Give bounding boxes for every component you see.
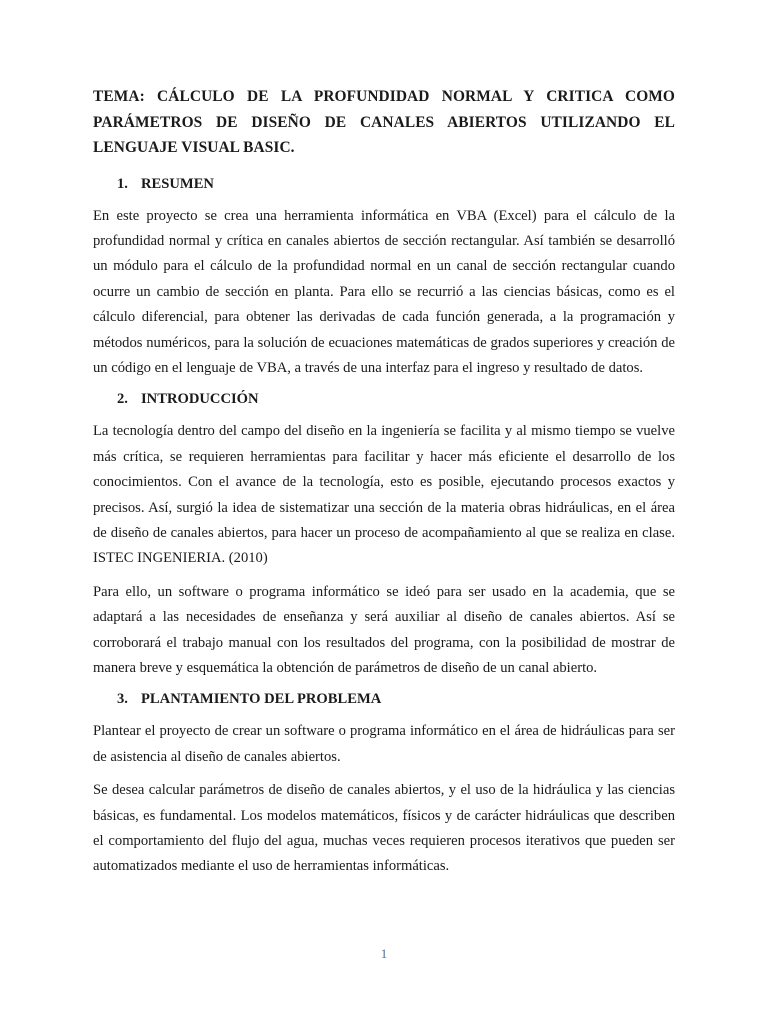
section-title: PLANTAMIENTO DEL PROBLEMA: [141, 691, 382, 708]
document-page: [93, 84, 675, 888]
paragraph: La tecnología dentro del campo del diseño en la ingeniería se facilita y al mismo tiempo se vuelve más crítica, se requieren herramientas para facilitar y hacer más eficiente el desarrollo de los conocimientos. Con el avance de la tecnología, esto es posible, ejecutando procesos exactos y precisos. Así, surgió la idea de sistematizar una sección de la materia obras hidráulicas, en el área de diseño de canales abiertos, para hacer un proceso de acompañamiento al que se realiza en clase. ISTEC INGENIERIA. (2010): [93, 423, 675, 567]
section-heading: [117, 389, 675, 409]
paragraph: Plantear el proyecto de crear un software o programa informático en el área de hidráulicas para ser de asistencia al diseño de canales abiertos.: [93, 723, 675, 765]
section-number: 2.: [117, 391, 128, 408]
page-number: 1: [380, 946, 388, 961]
section-title: INTRODUCCIÓN: [141, 391, 259, 408]
section-heading: [117, 174, 675, 194]
section-resumen: [93, 174, 675, 382]
section-title: RESUMEN: [141, 175, 214, 192]
paragraph: En este proyecto se crea una herramienta informática en VBA (Excel) para el cálculo de la profundidad normal y crítica en canales abiertos de sección rectangular. Así también se desarrolló un módulo para el cálculo de la profundidad normal en un canal de sección rectangular cuando ocurre un cambio de sección en planta. Para ello se recurrió a las ciencias básicas, como es el cálculo diferencial, para obtener las derivadas de cada función generada, a la programación y métodos numéricos, para la solución de ecuaciones matemáticas de grados superiores y creación de un código en el lenguaje de VBA, a través de una interfaz para el ingreso y resultado de datos.: [93, 207, 675, 376]
section-heading: [117, 689, 675, 709]
section-introduccion: [93, 389, 675, 681]
section-number: 3.: [117, 691, 128, 708]
section-planteamiento: [93, 689, 675, 879]
document-title: TEMA: CÁLCULO DE LA PROFUNDIDAD NORMAL Y CRITICA COMO PARÁMETROS DE DISEÑO DE CANALES ABIERTOS UTILIZANDO EL LENGUAJE VISUAL BASIC.: [93, 88, 675, 156]
section-number: 1.: [117, 175, 128, 192]
paragraph: Para ello, un software o programa informático se ideó para ser usado en la academia, que se adaptará a las necesidades de enseñanza y será auxiliar al diseño de canales abiertos. Así se corroborará el trabajo manual con los resultados del programa, con la posibilidad de mostrar de manera breve y esquemática la obtención de parámetros de diseño de un canal abierto.: [93, 583, 675, 676]
paragraph: Se desea calcular parámetros de diseño de canales abiertos, y el uso de la hidráulica y las ciencias básicas, es fundamental. Los modelos matemáticos, físicos y de carácter hidráulicas que describen el comportamiento del flujo del agua, muchas veces requieren procesos iterativos que pueden ser automatizados mediante el uso de herramientas informáticas.: [93, 782, 675, 875]
